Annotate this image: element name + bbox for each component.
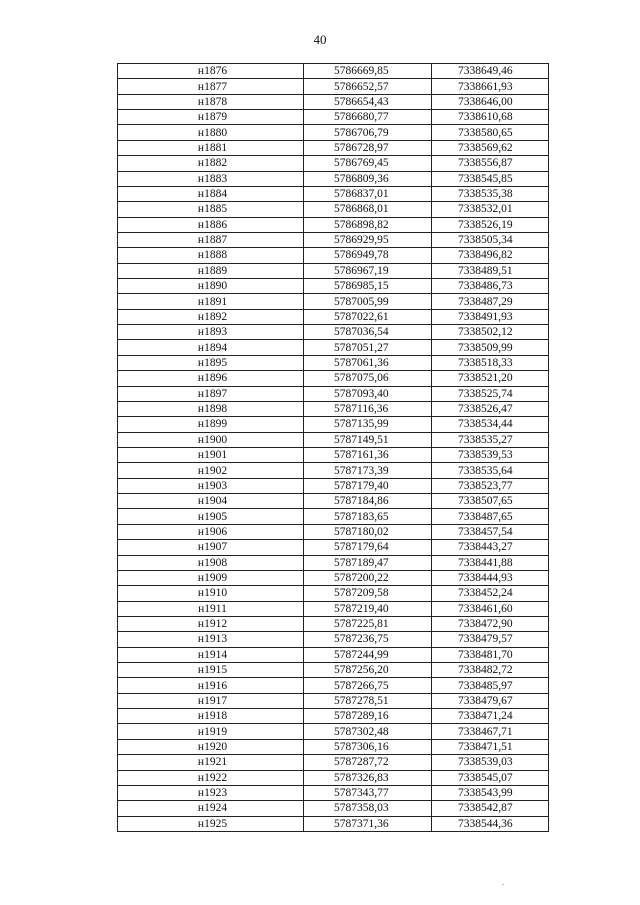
y-coordinate-cell: 7338472,90 <box>432 616 549 631</box>
x-coordinate-cell: 5787051,27 <box>304 340 432 355</box>
y-coordinate-cell: 7338487,65 <box>432 509 549 524</box>
y-coordinate-cell: 7338534,44 <box>432 417 549 432</box>
table-row <box>118 616 549 631</box>
table-row <box>118 401 549 416</box>
y-coordinate-cell: 7338491,93 <box>432 309 549 324</box>
y-coordinate-cell: 7338518,33 <box>432 355 549 370</box>
table-row <box>118 371 549 386</box>
y-coordinate-cell: 7338496,82 <box>432 248 549 263</box>
y-coordinate-cell: 7338526,47 <box>432 401 549 416</box>
point-name-cell: н1908 <box>118 555 304 570</box>
y-coordinate-cell: 7338507,65 <box>432 494 549 509</box>
table-row <box>118 478 549 493</box>
x-coordinate-cell: 5786652,57 <box>304 79 432 94</box>
point-name-cell: н1916 <box>118 678 304 693</box>
y-coordinate-cell: 7338471,24 <box>432 709 549 724</box>
table-row <box>118 678 549 693</box>
x-coordinate-cell: 5786809,36 <box>304 171 432 186</box>
point-name-cell: н1910 <box>118 586 304 601</box>
y-coordinate-cell: 7338535,64 <box>432 463 549 478</box>
x-coordinate-cell: 5786680,77 <box>304 110 432 125</box>
x-coordinate-cell: 5787036,54 <box>304 325 432 340</box>
point-name-cell: н1895 <box>118 355 304 370</box>
y-coordinate-cell: 7338444,93 <box>432 570 549 585</box>
table-row <box>118 755 549 770</box>
y-coordinate-cell: 7338486,73 <box>432 279 549 294</box>
point-name-cell: н1904 <box>118 494 304 509</box>
point-name-cell: н1892 <box>118 309 304 324</box>
table-row <box>118 770 549 785</box>
y-coordinate-cell: 7338505,34 <box>432 232 549 247</box>
x-coordinate-cell: 5786898,82 <box>304 217 432 232</box>
table-row <box>118 632 549 647</box>
x-coordinate-cell: 5787180,02 <box>304 524 432 539</box>
y-coordinate-cell: 7338539,03 <box>432 755 549 770</box>
x-coordinate-cell: 5787135,99 <box>304 417 432 432</box>
point-name-cell: н1923 <box>118 785 304 800</box>
table-row <box>118 64 549 79</box>
table-row <box>118 325 549 340</box>
table-row <box>118 202 549 217</box>
y-coordinate-cell: 7338610,68 <box>432 110 549 125</box>
x-coordinate-cell: 5787209,58 <box>304 586 432 601</box>
point-name-cell: н1905 <box>118 509 304 524</box>
point-name-cell: н1878 <box>118 94 304 109</box>
table-row <box>118 555 549 570</box>
x-coordinate-cell: 5787225,81 <box>304 616 432 631</box>
point-name-cell: н1879 <box>118 110 304 125</box>
x-coordinate-cell: 5786728,97 <box>304 140 432 155</box>
y-coordinate-cell: 7338542,87 <box>432 801 549 816</box>
point-name-cell: н1889 <box>118 263 304 278</box>
point-name-cell: н1882 <box>118 156 304 171</box>
x-coordinate-cell: 5787326,83 <box>304 770 432 785</box>
y-coordinate-cell: 7338544,36 <box>432 816 549 831</box>
x-coordinate-cell: 5787302,48 <box>304 724 432 739</box>
x-coordinate-cell: 5787358,03 <box>304 801 432 816</box>
y-coordinate-cell: 7338523,77 <box>432 478 549 493</box>
table-row <box>118 570 549 585</box>
y-coordinate-cell: 7338471,51 <box>432 739 549 754</box>
coordinates-table <box>117 63 549 832</box>
table-row <box>118 432 549 447</box>
x-coordinate-cell: 5787184,86 <box>304 494 432 509</box>
table-row <box>118 494 549 509</box>
x-coordinate-cell: 5786929,95 <box>304 232 432 247</box>
table-row <box>118 463 549 478</box>
x-coordinate-cell: 5787200,22 <box>304 570 432 585</box>
x-coordinate-cell: 5787266,75 <box>304 678 432 693</box>
point-name-cell: н1922 <box>118 770 304 785</box>
point-name-cell: н1894 <box>118 340 304 355</box>
table-row <box>118 601 549 616</box>
table-row <box>118 801 549 816</box>
x-coordinate-cell: 5787244,99 <box>304 647 432 662</box>
y-coordinate-cell: 7338545,85 <box>432 171 549 186</box>
point-name-cell: н1925 <box>118 816 304 831</box>
point-name-cell: н1883 <box>118 171 304 186</box>
point-name-cell: н1884 <box>118 186 304 201</box>
x-coordinate-cell: 5786985,15 <box>304 279 432 294</box>
x-coordinate-cell: 5787289,16 <box>304 709 432 724</box>
table-row <box>118 248 549 263</box>
x-coordinate-cell: 5787343,77 <box>304 785 432 800</box>
table-row <box>118 340 549 355</box>
point-name-cell: н1906 <box>118 524 304 539</box>
point-name-cell: н1901 <box>118 447 304 462</box>
point-name-cell: н1899 <box>118 417 304 432</box>
x-coordinate-cell: 5787061,36 <box>304 355 432 370</box>
point-name-cell: н1885 <box>118 202 304 217</box>
x-coordinate-cell: 5787005,99 <box>304 294 432 309</box>
point-name-cell: н1886 <box>118 217 304 232</box>
point-name-cell: н1893 <box>118 325 304 340</box>
table-row <box>118 171 549 186</box>
point-name-cell: н1902 <box>118 463 304 478</box>
point-name-cell: н1900 <box>118 432 304 447</box>
x-coordinate-cell: 5786837,01 <box>304 186 432 201</box>
y-coordinate-cell: 7338525,74 <box>432 386 549 401</box>
y-coordinate-cell: 7338482,72 <box>432 663 549 678</box>
point-name-cell: н1880 <box>118 125 304 140</box>
point-name-cell: н1918 <box>118 709 304 724</box>
table-row <box>118 586 549 601</box>
y-coordinate-cell: 7338661,93 <box>432 79 549 94</box>
x-coordinate-cell: 5787183,65 <box>304 509 432 524</box>
x-coordinate-cell: 5787116,36 <box>304 401 432 416</box>
table-row <box>118 724 549 739</box>
point-name-cell: н1891 <box>118 294 304 309</box>
y-coordinate-cell: 7338457,54 <box>432 524 549 539</box>
table-row <box>118 355 549 370</box>
x-coordinate-cell: 5786868,01 <box>304 202 432 217</box>
x-coordinate-cell: 5787219,40 <box>304 601 432 616</box>
point-name-cell: н1888 <box>118 248 304 263</box>
x-coordinate-cell: 5786654,43 <box>304 94 432 109</box>
x-coordinate-cell: 5787161,36 <box>304 447 432 462</box>
y-coordinate-cell: 7338532,01 <box>432 202 549 217</box>
y-coordinate-cell: 7338489,51 <box>432 263 549 278</box>
table-row <box>118 386 549 401</box>
x-coordinate-cell: 5786769,45 <box>304 156 432 171</box>
y-coordinate-cell: 7338481,70 <box>432 647 549 662</box>
table-row <box>118 279 549 294</box>
x-coordinate-cell: 5787278,51 <box>304 693 432 708</box>
table-row <box>118 647 549 662</box>
point-name-cell: н1911 <box>118 601 304 616</box>
table-row <box>118 709 549 724</box>
table-row <box>118 816 549 831</box>
point-name-cell: н1897 <box>118 386 304 401</box>
point-name-cell: н1920 <box>118 739 304 754</box>
point-name-cell: н1890 <box>118 279 304 294</box>
point-name-cell: н1919 <box>118 724 304 739</box>
y-coordinate-cell: 7338443,27 <box>432 540 549 555</box>
point-name-cell: н1917 <box>118 693 304 708</box>
point-name-cell: н1914 <box>118 647 304 662</box>
table-row <box>118 125 549 140</box>
x-coordinate-cell: 5787149,51 <box>304 432 432 447</box>
point-name-cell: н1915 <box>118 663 304 678</box>
point-name-cell: н1912 <box>118 616 304 631</box>
table-row <box>118 110 549 125</box>
point-name-cell: н1913 <box>118 632 304 647</box>
y-coordinate-cell: 7338526,19 <box>432 217 549 232</box>
y-coordinate-cell: 7338502,12 <box>432 325 549 340</box>
y-coordinate-cell: 7338479,67 <box>432 693 549 708</box>
table-row <box>118 785 549 800</box>
point-name-cell: н1881 <box>118 140 304 155</box>
y-coordinate-cell: 7338535,38 <box>432 186 549 201</box>
table-row <box>118 524 549 539</box>
y-coordinate-cell: 7338467,71 <box>432 724 549 739</box>
table-row <box>118 294 549 309</box>
x-coordinate-cell: 5787236,75 <box>304 632 432 647</box>
point-name-cell: н1903 <box>118 478 304 493</box>
y-coordinate-cell: 7338485,97 <box>432 678 549 693</box>
point-name-cell: н1876 <box>118 64 304 79</box>
y-coordinate-cell: 7338461,60 <box>432 601 549 616</box>
y-coordinate-cell: 7338556,87 <box>432 156 549 171</box>
x-coordinate-cell: 5787306,16 <box>304 739 432 754</box>
table-row <box>118 540 549 555</box>
x-coordinate-cell: 5787189,47 <box>304 555 432 570</box>
table-row <box>118 447 549 462</box>
table-row <box>118 156 549 171</box>
y-coordinate-cell: 7338539,53 <box>432 447 549 462</box>
y-coordinate-cell: 7338452,24 <box>432 586 549 601</box>
table-row <box>118 263 549 278</box>
table-row <box>118 79 549 94</box>
point-name-cell: н1909 <box>118 570 304 585</box>
y-coordinate-cell: 7338646,00 <box>432 94 549 109</box>
y-coordinate-cell: 7338487,29 <box>432 294 549 309</box>
point-name-cell: н1898 <box>118 401 304 416</box>
point-name-cell: н1896 <box>118 371 304 386</box>
y-coordinate-cell: 7338580,65 <box>432 125 549 140</box>
x-coordinate-cell: 5787287,72 <box>304 755 432 770</box>
point-name-cell: н1924 <box>118 801 304 816</box>
table-row <box>118 94 549 109</box>
point-name-cell: н1887 <box>118 232 304 247</box>
x-coordinate-cell: 5787256,20 <box>304 663 432 678</box>
x-coordinate-cell: 5787093,40 <box>304 386 432 401</box>
x-coordinate-cell: 5786967,19 <box>304 263 432 278</box>
x-coordinate-cell: 5787179,64 <box>304 540 432 555</box>
y-coordinate-cell: 7338509,99 <box>432 340 549 355</box>
coordinates-table-body <box>118 64 549 832</box>
x-coordinate-cell: 5786949,78 <box>304 248 432 263</box>
y-coordinate-cell: 7338569,62 <box>432 140 549 155</box>
x-coordinate-cell: 5787371,36 <box>304 816 432 831</box>
y-coordinate-cell: 7338545,07 <box>432 770 549 785</box>
x-coordinate-cell: 5787022,61 <box>304 309 432 324</box>
x-coordinate-cell: 5787173,39 <box>304 463 432 478</box>
table-row <box>118 232 549 247</box>
y-coordinate-cell: 7338649,46 <box>432 64 549 79</box>
y-coordinate-cell: 7338521,20 <box>432 371 549 386</box>
table-row <box>118 140 549 155</box>
y-coordinate-cell: 7338535,27 <box>432 432 549 447</box>
table-row <box>118 417 549 432</box>
table-row <box>118 217 549 232</box>
y-coordinate-cell: 7338543,99 <box>432 785 549 800</box>
page-number: 40 <box>313 32 327 47</box>
point-name-cell: н1921 <box>118 755 304 770</box>
y-coordinate-cell: 7338441,88 <box>432 555 549 570</box>
y-coordinate-cell: 7338479,57 <box>432 632 549 647</box>
point-name-cell: н1907 <box>118 540 304 555</box>
table-row <box>118 693 549 708</box>
x-coordinate-cell: 5787075,06 <box>304 371 432 386</box>
scan-mark <box>502 884 504 885</box>
table-row <box>118 309 549 324</box>
x-coordinate-cell: 5786669,85 <box>304 64 432 79</box>
table-row <box>118 663 549 678</box>
point-name-cell: н1877 <box>118 79 304 94</box>
table-row <box>118 186 549 201</box>
x-coordinate-cell: 5786706,79 <box>304 125 432 140</box>
table-row <box>118 739 549 754</box>
table-row <box>118 509 549 524</box>
x-coordinate-cell: 5787179,40 <box>304 478 432 493</box>
